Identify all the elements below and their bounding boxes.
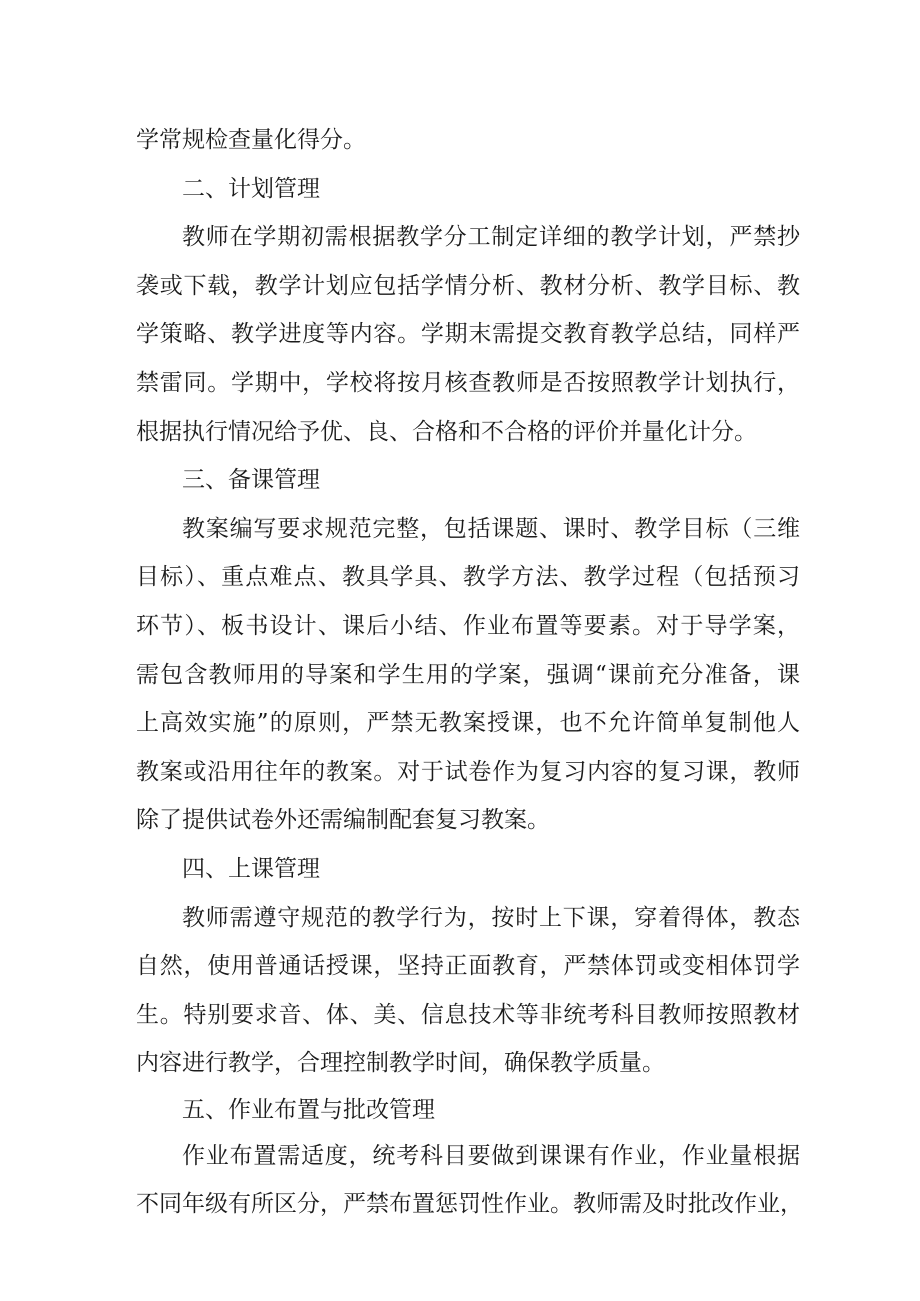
paragraph-line: 生。特别要求音、体、美、信息技术等非统考科目教师按照教材	[136, 1001, 800, 1028]
paragraph-line: 教案或沿用往年的教案。对于试卷作为复习内容的复习课，教师	[136, 758, 800, 785]
paragraph-line: 上高效实施”的原则，严禁无教案授课，也不允许简单复制他人	[136, 710, 800, 737]
paragraph-line: 袭或下载，教学计划应包括学情分析、教材分析、教学目标、教	[136, 272, 800, 299]
section-heading-class: 四、上课管理	[182, 855, 320, 882]
paragraph-line: 根据执行情况给予优、良、合格和不合格的评价并量化计分。	[136, 418, 757, 445]
paragraph-line: 学常规检查量化得分。	[136, 127, 366, 153]
paragraph-line: 教师在学期初需根据教学分工制定详细的教学计划，严禁抄	[182, 224, 800, 251]
paragraph-line: 自然，使用普通话授课，坚持正面教育，严禁体罚或变相体罚学	[136, 953, 800, 980]
section-heading-homework: 五、作业布置与批改管理	[182, 1096, 435, 1123]
section-heading-plan: 二、计划管理	[182, 175, 320, 202]
paragraph-line: 教案编写要求规范完整，包括课题、课时、教学目标（三维	[182, 515, 800, 542]
paragraph-line: 内容进行教学，合理控制教学时间，确保教学质量。	[136, 1050, 665, 1077]
paragraph-line: 不同年级有所区分，严禁布置惩罚性作业。教师需及时批改作业，	[136, 1191, 803, 1218]
paragraph-line: 作业布置需适度，统考科目要做到课课有作业，作业量根据	[182, 1142, 800, 1169]
paragraph-line: 需包含教师用的导案和学生用的学案，强调“课前充分准备，课	[136, 661, 800, 688]
paragraph-line: 学策略、教学进度等内容。学期末需提交教育教学总结，同样严	[136, 321, 800, 348]
paragraph-line: 环节）、板书设计、课后小结、作业布置等要素。对于导学案，	[136, 612, 800, 639]
section-heading-lesson-prep: 三、备课管理	[182, 467, 320, 494]
paragraph-line: 教师需遵守规范的教学行为，按时上下课，穿着得体，教态	[182, 904, 800, 931]
paragraph-line: 禁雷同。学期中，学校将按月核查教师是否按照教学计划执行，	[136, 369, 800, 396]
document-body	[136, 116, 803, 1229]
paragraph-line: 除了提供试卷外还需编制配套复习教案。	[136, 807, 550, 834]
paragraph-line: 目标）、重点难点、教具学具、教学方法、教学过程（包括预习	[136, 564, 800, 591]
